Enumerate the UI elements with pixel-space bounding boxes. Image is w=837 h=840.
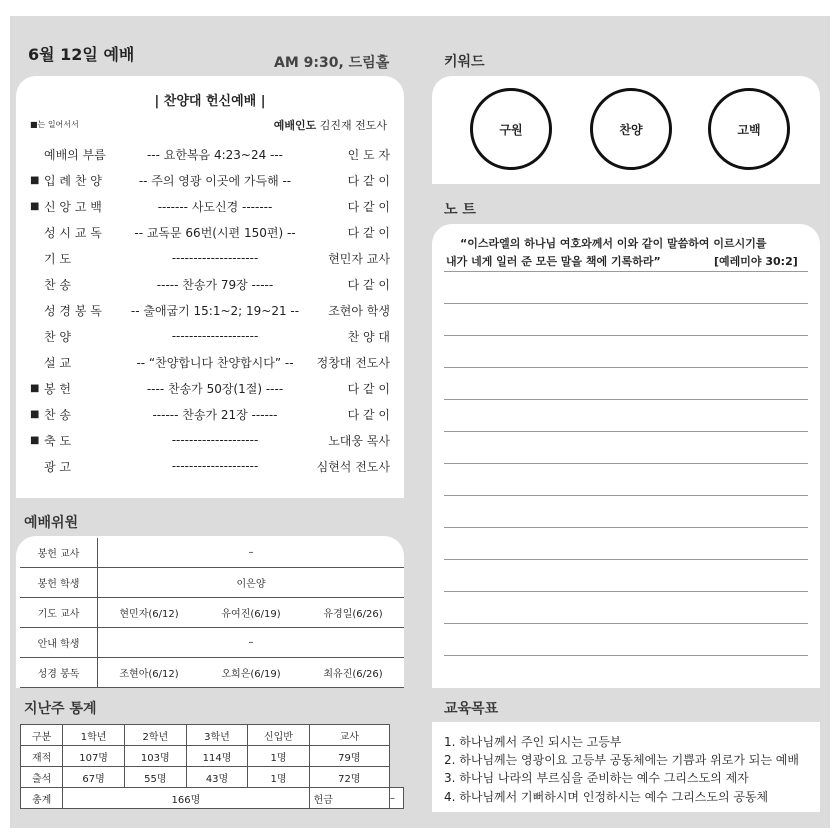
note-line — [444, 303, 808, 304]
note-line — [444, 591, 808, 592]
keywords-title: 키워드 — [444, 54, 485, 70]
order-item — [30, 219, 390, 245]
stats-cell: 55명 — [124, 767, 186, 788]
order-item-name: 신 앙 고 백 — [44, 199, 102, 214]
committee-cell: 유경일(6/26) — [323, 609, 383, 620]
order-item-content: -------------------- — [171, 329, 259, 343]
stats-cell: 1학년 — [63, 725, 125, 746]
verse-reference: [예레미야 30:2] — [714, 255, 798, 268]
order-item-content: -------------------- — [171, 251, 259, 265]
keyword-circle-confession: 고백 — [708, 88, 790, 170]
keyword-circle-salvation: 구원 — [470, 88, 552, 170]
notes-card — [432, 224, 820, 688]
order-item-content: ------- 사도신경 ------- — [157, 199, 273, 214]
verse-line-2: 내가 네게 일러 준 모든 말을 책에 기록하라” — [446, 255, 661, 268]
order-item-content: ----- 찬송가 79장 ----- — [156, 277, 274, 292]
committee-cell: 이은양 — [236, 579, 266, 590]
goal-item-4: 4. 하나님께서 기뻐하시며 인정하시는 예수 그리스도의 공동체 — [444, 790, 769, 804]
stats-title: 지난주 통계 — [24, 701, 97, 717]
order-item — [30, 349, 390, 375]
stats-total-row — [21, 788, 404, 809]
stats-cell: 재적 — [21, 746, 63, 767]
note-line — [444, 431, 808, 432]
order-item — [30, 297, 390, 323]
order-item-name: 예배의 부름 — [44, 147, 106, 162]
committee-row-label: 봉헌 교사 — [20, 538, 98, 567]
order-item-leader: 다 같 이 — [347, 381, 390, 396]
note-line — [444, 271, 808, 272]
order-item — [30, 401, 390, 427]
order-item-leader: 심현석 전도사 — [316, 459, 390, 474]
order-item — [30, 141, 390, 167]
stats-cell: 107명 — [63, 746, 125, 767]
order-item-mark: ■ — [30, 174, 40, 186]
order-item-content: -- “찬양합니다 찬양합시다” -- — [136, 355, 294, 370]
date-title: 6월 12일 예배 — [28, 45, 135, 64]
order-item-leader: 다 같 이 — [347, 225, 390, 240]
order-item-leader: 정창대 전도사 — [316, 355, 390, 370]
committee-cell: 최유진(6/26) — [323, 669, 383, 680]
stats-cell: 2학년 — [124, 725, 186, 746]
committee-row — [20, 598, 404, 628]
order-item — [30, 167, 390, 193]
note-line — [444, 495, 808, 496]
order-item — [30, 271, 390, 297]
order-item-name: 광 고 — [44, 459, 71, 474]
goal-item-3: 3. 하나님 나라의 부르심을 준비하는 예수 그리스도의 제자 — [444, 771, 749, 785]
stats-cell: 1명 — [248, 746, 309, 767]
stats-cell: 신입반 — [248, 725, 309, 746]
order-item-content: -- 출애굽기 15:1~2; 19~21 -- — [130, 303, 300, 318]
stats-cell: 구분 — [21, 725, 63, 746]
keyword-circle-praise: 찬양 — [590, 88, 672, 170]
stats-cell: 1명 — [248, 767, 309, 788]
order-item-name: 봉 헌 — [44, 381, 71, 396]
verse-line-1: “이스라엘의 하나님 여호와께서 이와 같이 말씀하여 이르시기를 — [460, 237, 767, 250]
stats-offering-label: 헌금 — [309, 788, 389, 809]
goal-item-2: 2. 하나님께는 영광이요 고등부 공동체에는 기쁨과 위로가 되는 예배 — [444, 753, 799, 767]
note-line — [444, 623, 808, 624]
committee-row-label: 안내 학생 — [20, 628, 98, 657]
order-item — [30, 245, 390, 271]
order-item-mark: ■ — [30, 408, 40, 420]
committee-row-label: 봉헌 학생 — [20, 568, 98, 597]
worship-leader-label: 예배인도 — [273, 119, 317, 132]
order-item-name: 설 교 — [44, 355, 71, 370]
order-item-mark: ■ — [30, 434, 40, 446]
stats-total-value: 166명 — [63, 788, 309, 809]
committee-row — [20, 628, 404, 658]
order-item-content: -- 주의 영광 이곳에 가득해 -- — [138, 173, 292, 188]
order-item-mark: ■ — [30, 382, 40, 394]
order-item-name: 기 도 — [44, 251, 71, 266]
goal-item-1: 1. 하나님께서 주인 되시는 고등부 — [444, 735, 622, 749]
order-item — [30, 453, 390, 479]
stats-table — [20, 724, 404, 809]
notes-title: 노 트 — [444, 202, 476, 218]
committee-row — [20, 658, 404, 688]
stats-cell: 43명 — [186, 767, 248, 788]
stats-cell: 3학년 — [186, 725, 248, 746]
order-item-name: 찬 양 — [44, 329, 71, 344]
order-item-name: 성 경 봉 독 — [44, 303, 102, 318]
order-item-content: ------ 찬송가 21장 ------ — [152, 407, 278, 422]
order-item-name: 찬 송 — [44, 277, 71, 292]
order-item-name: 찬 송 — [44, 407, 71, 422]
committee-title: 예배위원 — [24, 515, 79, 531]
order-item-leader: 다 같 이 — [347, 407, 390, 422]
order-item-leader: 다 같 이 — [347, 173, 390, 188]
committee-cell: – — [248, 547, 254, 558]
note-line — [444, 335, 808, 336]
committee-row-label: 성경 봉독 — [20, 658, 98, 687]
stats-total-label: 총계 — [21, 788, 63, 809]
order-item — [30, 427, 390, 453]
stats-offering-value: – — [390, 788, 404, 809]
committee-row-label: 기도 교사 — [20, 598, 98, 627]
order-item-content: --- 요한복음 4:23~24 --- — [146, 147, 284, 162]
stand-note: ■는 일어서서 — [30, 120, 79, 129]
stats-cell: 67명 — [63, 767, 125, 788]
order-item — [30, 323, 390, 349]
order-item-leader: 조현아 학생 — [328, 303, 390, 318]
committee-row — [20, 538, 404, 568]
worship-leader — [274, 117, 387, 133]
time-place: AM 9:30, 드림홀 — [274, 55, 390, 71]
order-item-leader: 현민자 교사 — [328, 251, 390, 266]
committee-cell: 조현아(6/12) — [119, 669, 179, 680]
order-item-leader: 다 같 이 — [347, 277, 390, 292]
note-line — [444, 655, 808, 656]
order-item-leader: 다 같 이 — [347, 199, 390, 214]
stats-row — [21, 767, 404, 788]
note-line — [444, 463, 808, 464]
order-item-content: -- 교독문 66번(시편 150편) -- — [134, 225, 296, 240]
order-item-content: ---- 찬송가 50장(1절) ---- — [146, 381, 284, 396]
committee-cell: 현민자(6/12) — [119, 609, 179, 620]
order-item — [30, 193, 390, 219]
committee-cell: 오희은(6/19) — [221, 669, 281, 680]
stats-row — [21, 725, 404, 746]
stats-cell: 교사 — [309, 725, 389, 746]
committee-row — [20, 568, 404, 598]
order-title: | 찬양대 헌신예배 | — [154, 94, 266, 109]
stats-cell: 79명 — [309, 746, 389, 767]
order-item-name: 입 례 찬 양 — [44, 173, 102, 188]
note-line — [444, 367, 808, 368]
note-line — [444, 399, 808, 400]
order-item-name: 축 도 — [44, 433, 71, 448]
order-item-name: 성 시 교 독 — [44, 225, 102, 240]
order-item-leader: 인 도 자 — [347, 147, 390, 162]
order-item-content: -------------------- — [171, 459, 259, 473]
order-item — [30, 375, 390, 401]
order-item-leader: 노대웅 목사 — [328, 433, 390, 448]
goals-title: 교육목표 — [444, 701, 499, 717]
stats-cell: 114명 — [186, 746, 248, 767]
note-line — [444, 527, 808, 528]
worship-leader-name: 김진재 전도사 — [319, 119, 387, 132]
committee-cell: – — [248, 637, 254, 648]
order-item-mark: ■ — [30, 200, 40, 212]
stats-row — [21, 746, 404, 767]
order-item-leader: 찬 양 대 — [347, 329, 390, 344]
order-item-content: -------------------- — [171, 433, 259, 447]
stats-cell: 72명 — [309, 767, 389, 788]
stats-cell: 출석 — [21, 767, 63, 788]
committee-cell: 유여진(6/19) — [221, 609, 281, 620]
stats-cell: 103명 — [124, 746, 186, 767]
note-line — [444, 559, 808, 560]
